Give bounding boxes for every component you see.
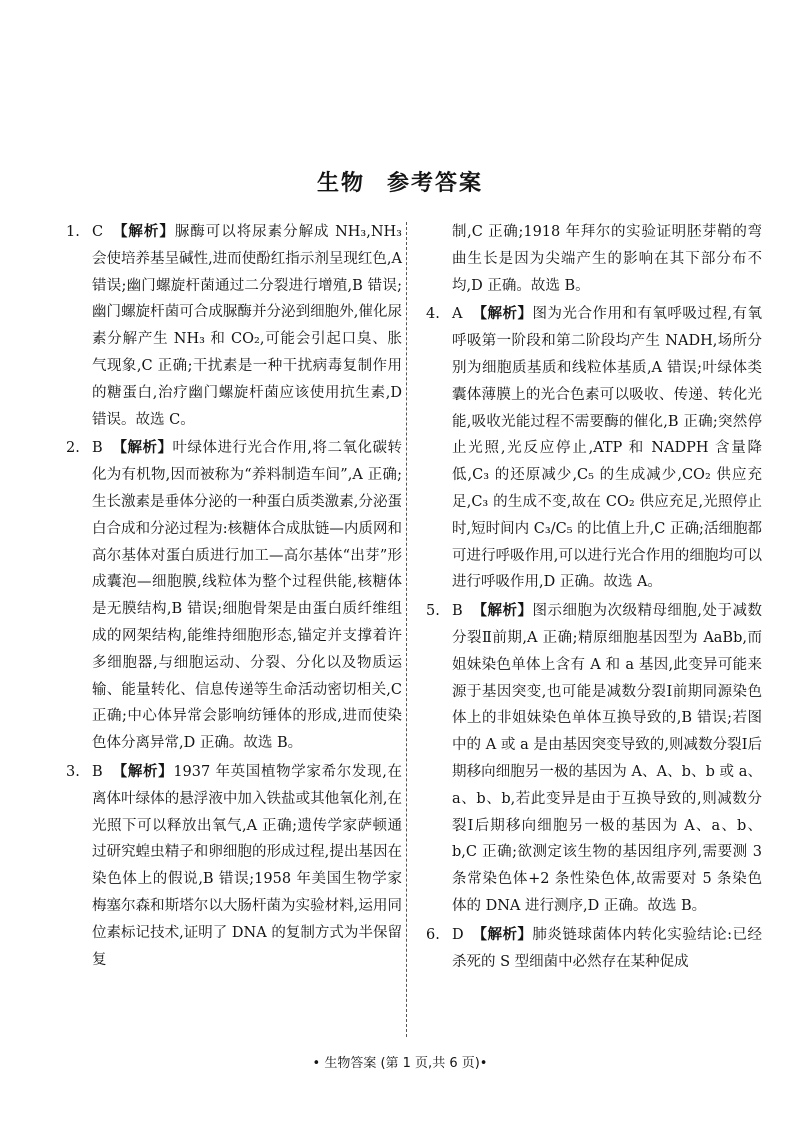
analysis-tag: 【解析】 [472,926,533,943]
analysis-tag: 【解析】 [472,603,533,620]
answer-item-3: 3. B 【解析】1937 年英国植物学家希尔发现,在离体叶绿体的悬浮液中加入铁盐或其他氧化剂,在光照下可以释放出氧气,A 正确;遗传学家萨顿通过研究蝗虫精子和卵细胞的形成过程,提出基因在染色体上的假说,B 错误;1958 年美国生物学家梅塞尔森和斯塔尔以大肠杆菌为实验材料,运用同位素标记技术,证明了 DNA 的复制方式为半保留复 [66,763,403,968]
title-sub: 参考答案 [387,171,484,196]
answer-item-5: 5. B 【解析】图示细胞为次级精母细胞,处于减数分裂Ⅱ前期,A 正确;精原细胞基因型为 AaBb,而姐妹染色单体上含有 A 和 a 基因,此变异可能来源于基因突变,也可能是减数分裂Ⅰ前期同源染色体上的非姐妹染色单体互换导致的,B 错误;若图中的 A 或 a 是由基因突变导致的,则减数分裂Ⅰ后期移向细胞另一极的基因为 A、A、b、b 或 a、a、b、b,若此变异是由于互换导致的,则减数分裂Ⅰ后期移向细胞另一极的基因为 A、a、b、b,C 正确;欲测定该生物的基因组序列,需要测 3 条常染色体+2 条性染色体,故需要对 5 条染色体的 DNA 进行测序,D 正确。故选 B。 [426,603,763,914]
answer-item-3-continued: 制,C 正确;1918 年拜尔的实验证明胚芽鞘的弯曲生长是因为尖端产生的影响在其下部分布不均,D 正确。故选 B。 [452,224,762,294]
analysis-tag: 【解析】 [112,224,175,240]
answer-item-1: 1. C 【解析】脲酶可以将尿素分解成 NH₃,NH₃ 会使培养基呈碱性,进而使酚红指示剂呈现红色,A 错误;幽门螺旋杆菌通过二分裂进行增殖,B 错误;幽门螺旋杆菌可合成脲酶并分泌到细胞外,催化尿素分解产生 NH₃ 和 CO₂,可能会引起口臭、胀气现象,C 正确;干扰素是一种干扰病毒复制作用的糖蛋白,治疗幽门螺旋杆菌应该使用抗生素,D 错误。故选 C。 [66,224,402,428]
column-divider [406,222,407,1037]
right-column [426,219,762,977]
analysis-tag: 【解析】 [112,440,173,457]
answer-item-4: 4. A 【解析】图为光合作用和有氧呼吸过程,有氧呼吸第一阶段和第二阶段均产生 NADH,场所分别为细胞质基质和线粒体基质,A 错误;叶绿体类囊体薄膜上的光合色素可以吸收、传递、转化光能,吸收光能过程不需要酶的催化,B 正确;突然停止光照,光反应停止,ATP 和 NADPH 含量降低,C₃ 的还原减少,C₅ 的生成减少,CO₂ 供应充足,C₃ 的生成不变,故在 CO₂ 供应充足,光照停止时,短时间内 C₃/C₅ 的比值上升,C 正确;活细胞都可进行呼吸作用,可以进行光合作用的细胞均可以进行呼吸作用,D 正确。故选 A。 [426,306,763,591]
page-title [0,166,800,197]
analysis-tag: 【解析】 [472,306,533,323]
page-footer: • 生物答案 (第 1 页,共 6 页)• [312,1056,488,1071]
answer-item-2: 2. B 【解析】叶绿体进行光合作用,将二氧化碳转化为有机物,因而被称为“养料制造车间”,A 正确;生长激素是垂体分泌的一种蛋白质类激素,分泌蛋白合成和分泌过程为:核糖体合成肽链—内质网和高尔基体对蛋白质进行加工—高尔基体“出芽”形成囊泡—细胞膜,线粒体为整个过程供能,核糖体是无膜结构,B 错误;细胞骨架是由蛋白质纤维组成的网架结构,能维持细胞形态,锚定并支撑着许多细胞器,与细胞运动、分裂、分化以及物质运输、能量转化、信息传递等生命活动密切相关,C 正确;中心体异常会影响纺锤体的形成,进而使染色体分离异常,D 正确。故选 B。 [66,440,403,752]
left-column [66,219,402,975]
analysis-tag: 【解析】 [112,763,174,780]
title-subject: 生物 [316,171,365,196]
answer-item-6: 6. D 【解析】肺炎链球菌体内转化实验结论:已经杀死的 S 型细菌中必然存在某种促成 [426,926,762,970]
